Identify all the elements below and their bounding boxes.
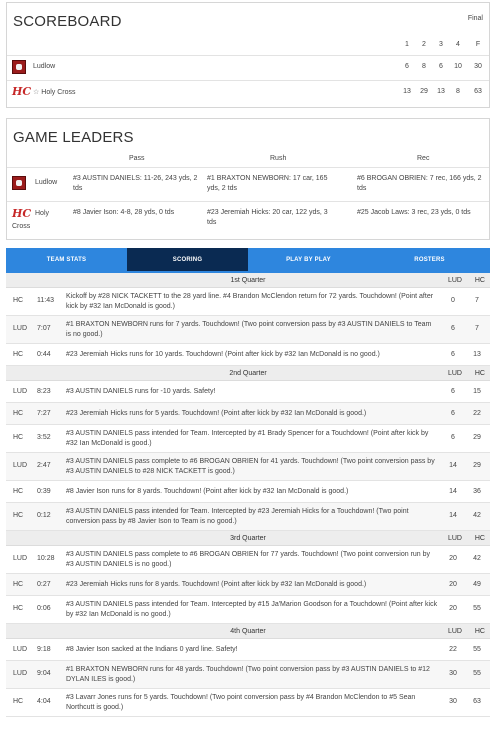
play-time: 2:47: [37, 462, 51, 469]
play-description: #1 BRAXTON NEWBORN runs for 7 yards. Touchdown! (Two point conversion pass by #3 AUSTIN DANIELS to Team is no good.): [66, 321, 432, 338]
stats-tabs: [6, 248, 490, 273]
rush-leader[interactable]: #1 BRAXTON NEWBORN: 17 car, 165 yds, 2 tds: [207, 175, 328, 192]
scoring-play-row: [6, 288, 490, 316]
play-time: 7:07: [37, 325, 51, 332]
scoring-play-row: [6, 661, 490, 689]
play-time: 8:23: [37, 388, 51, 395]
hc-score: 29: [473, 434, 481, 441]
hc-score: 49: [473, 581, 481, 588]
play-time: 11:43: [37, 297, 54, 304]
tab-team-stats[interactable]: TEAM STATS: [46, 257, 87, 263]
play-description: #23 Jeremiah Hicks runs for 10 yards. Touchdown! (Point after kick by #32 Ian McDonald is no good.): [66, 351, 380, 358]
pass-leader[interactable]: #3 AUSTIN DANIELS: 11-26, 243 yds, 2 tds: [73, 175, 198, 192]
play-description: #1 BRAXTON NEWBORN runs for 48 yards. Touchdown! (Two point conversion pass by #3 AUSTIN DANIELS to #12 DYLAN ILES is good.): [66, 666, 430, 683]
play-time: 0:06: [37, 605, 51, 612]
play-time: 0:44: [37, 351, 51, 358]
lud-score: 6: [451, 325, 455, 332]
hc-column-header: HC: [474, 277, 485, 284]
play-description: #3 Lavarr Jones runs for 5 yards. Touchdown! (Two point conversion pass by #4 Brandon McClendon to #5 Sean Northcutt is good.): [66, 694, 416, 711]
quarter-header: [6, 531, 490, 546]
play-time: 7:27: [37, 410, 51, 417]
rec-leader[interactable]: #6 BROGAN OBRIEN: 7 rec, 166 yds, 2 tds: [357, 175, 482, 192]
hc-score: 29: [473, 462, 481, 469]
pass-leader[interactable]: #8 Javier Ison: 4-8, 28 yds, 0 tds: [73, 209, 175, 216]
play-description: #3 AUSTIN DANIELS pass intended for Team. Intercepted by #15 Ja'Marion Goodson for a Touchdown! (Point after kick by #32 Ian McDonald is no good.): [66, 601, 438, 618]
scoring-play-row: [6, 503, 490, 531]
play-description: #8 Javier Ison sacked at the Indians 0 yard line. Safety!: [66, 646, 238, 653]
lud-score: 6: [451, 388, 455, 395]
scoring-summary: [6, 273, 490, 717]
scoring-play-row: [6, 403, 490, 425]
lud-score: 14: [449, 488, 457, 495]
hc-score: 42: [473, 512, 481, 519]
scoring-team: LUD: [13, 388, 28, 395]
final-header: F: [475, 41, 481, 48]
scoring-team: LUD: [13, 646, 28, 653]
team-name-line2[interactable]: Cross: [12, 223, 31, 230]
final-score: 30: [474, 63, 482, 70]
final-score: 63: [474, 88, 482, 95]
period-header: 3: [439, 41, 443, 48]
scoring-team: HC: [13, 512, 24, 519]
scoring-play-row: [6, 689, 490, 717]
hc-score: 36: [473, 488, 481, 495]
play-time: 9:18: [37, 646, 51, 653]
period-score: 8: [422, 63, 426, 70]
scoring-play-row: [6, 316, 490, 344]
lud-score: 6: [451, 351, 455, 358]
lud-score: 14: [449, 512, 457, 519]
scoring-team: HC: [13, 698, 24, 705]
holy-cross-logo: HC: [12, 85, 32, 98]
hc-score: 63: [473, 698, 481, 705]
lud-score: 20: [449, 605, 457, 612]
lud-column-header: LUD: [447, 370, 462, 377]
team-name-wrap: [33, 88, 76, 96]
scoring-team: HC: [13, 434, 24, 441]
play-time: 4:04: [37, 698, 51, 705]
game-leaders-card: [6, 118, 490, 240]
leaders-row-ludlow: [7, 167, 489, 201]
lud-column-header: LUD: [447, 535, 462, 542]
ludlow-logo: [12, 176, 26, 190]
play-time: 0:27: [37, 581, 51, 588]
leaders-row-holy-cross: [7, 201, 489, 235]
play-description: #3 AUSTIN DANIELS runs for -10 yards. Safety!: [66, 388, 216, 395]
scoring-play-row: [6, 546, 490, 574]
period-header: 1: [405, 41, 409, 48]
play-time: 0:39: [37, 488, 51, 495]
lud-score: 14: [449, 462, 457, 469]
hc-score: 13: [473, 351, 481, 358]
hc-score: 7: [475, 325, 479, 332]
scoring-team: LUD: [13, 325, 28, 332]
play-description: #8 Javier Ison runs for 8 yards. Touchdown! (Point after kick by #32 Ian McDonald is good.): [66, 488, 349, 495]
hc-score: 55: [473, 646, 481, 653]
rush-leader[interactable]: #23 Jeremiah Hicks: 20 car, 122 yds, 3 tds: [207, 209, 328, 226]
play-description: #23 Jeremiah Hicks runs for 8 yards. Touchdown! (Point after kick by #32 Ian McDonald is good.): [66, 581, 367, 588]
rush-header: Rush: [270, 155, 287, 162]
lud-score: 30: [449, 670, 457, 677]
scoring-play-row: [6, 453, 490, 481]
game-status: Final: [467, 15, 483, 22]
period-score: 8: [456, 88, 460, 95]
lud-score: 30: [449, 698, 457, 705]
hc-score: 42: [473, 555, 481, 562]
scoring-team: HC: [13, 581, 24, 588]
scoring-play-row: [6, 425, 490, 453]
lud-column-header: LUD: [447, 628, 462, 635]
leaders-header: [7, 155, 489, 167]
scoring-play-row: [6, 639, 490, 661]
rec-header: Rec: [417, 155, 430, 162]
tab-scoring[interactable]: SCORING: [127, 248, 248, 273]
game-leaders-title: GAME LEADERS: [13, 129, 134, 146]
hc-score: 55: [473, 670, 481, 677]
scoring-team: LUD: [13, 555, 28, 562]
team-name-line1[interactable]: Holy: [35, 210, 50, 217]
hc-score: 22: [473, 410, 481, 417]
holy-cross-logo: HC: [12, 207, 32, 220]
scoring-play-row: [6, 481, 490, 503]
quarter-title: 4th Quarter: [230, 628, 266, 635]
team-name[interactable]: Ludlow: [35, 179, 58, 186]
quarter-title: 2nd Quarter: [229, 370, 267, 377]
ludlow-logo: [12, 60, 26, 74]
play-time: 3:52: [37, 434, 51, 441]
hc-score: 55: [473, 605, 481, 612]
period-score: 13: [403, 88, 411, 95]
scoring-team: HC: [13, 605, 24, 612]
quarter-header: [6, 624, 490, 639]
play-description: #3 AUSTIN DANIELS pass complete to #6 BROGAN OBRIEN for 77 yards. Touchdown! (Two point conversion run by #3 AUSTIN DANIELS is no good.): [66, 551, 431, 568]
hc-score: 15: [473, 388, 481, 395]
scoreboard-title: SCOREBOARD: [13, 13, 122, 30]
scoring-team: HC: [13, 410, 24, 417]
rec-leader[interactable]: #25 Jacob Laws: 3 rec, 23 yds, 0 tds: [357, 209, 471, 216]
scoring-team: HC: [13, 351, 24, 358]
period-header: 2: [422, 41, 426, 48]
play-description: #3 AUSTIN DANIELS pass intended for Team. Intercepted by #1 Brady Spencer for a Touchdown! (Point after kick by #32 Ian McDonald is good.): [66, 430, 429, 447]
scoring-play-row: [6, 344, 490, 366]
lud-score: 20: [449, 555, 457, 562]
lud-score: 22: [449, 646, 457, 653]
team-name[interactable]: Ludlow: [33, 63, 56, 70]
period-score: 13: [437, 88, 445, 95]
scoreboard-row-ludlow: [7, 55, 489, 77]
play-time: 0:12: [37, 512, 51, 519]
hc-score: 7: [475, 297, 479, 304]
lud-score: 20: [449, 581, 457, 588]
scoring-play-row: [6, 381, 490, 403]
tab-rosters[interactable]: ROSTERS: [414, 257, 445, 263]
play-time: 10:28: [37, 555, 55, 562]
lud-score: 6: [451, 434, 455, 441]
play-description: #23 Jeremiah Hicks runs for 5 yards. Touchdown! (Point after kick by #32 Ian McDonald is good.): [66, 410, 367, 417]
scoring-play-row: [6, 596, 490, 624]
hc-column-header: HC: [474, 535, 485, 542]
period-score: 10: [454, 63, 462, 70]
star-icon: ☆: [33, 89, 40, 96]
scoreboard-header: [7, 41, 489, 53]
tab-play-by-play[interactable]: PLAY BY PLAY: [286, 257, 331, 263]
period-header: 4: [456, 41, 460, 48]
hc-column-header: HC: [474, 628, 485, 635]
hc-column-header: HC: [474, 370, 485, 377]
scoring-play-row: [6, 574, 490, 596]
scoring-team: LUD: [13, 670, 28, 677]
quarter-header: [6, 273, 490, 288]
play-description: #3 AUSTIN DANIELS pass complete to #6 BROGAN OBRIEN for 41 yards. Touchdown! (Two point conversion pass by #3 AUSTIN DANIELS to #28 NICK TACKETT is good.): [66, 458, 435, 475]
scoring-team: LUD: [13, 462, 28, 469]
lud-column-header: LUD: [447, 277, 462, 284]
play-description: #3 AUSTIN DANIELS pass intended for Team. Intercepted by #23 Jeremiah Hicks for a Touchdown! (Two point conversion pass by #8 Javier Ison to Team is no good.): [66, 508, 409, 525]
play-description: Kickoff by #28 NICK TACKETT to the 28 yard line. #4 Brandon McClendon return for 72 yards. Touchdown! (Point after kick by #32 Ian McDonald is good.): [66, 293, 434, 310]
play-time: 9:04: [37, 670, 51, 677]
period-score: 6: [405, 63, 409, 70]
pass-header: Pass: [129, 155, 145, 162]
team-name[interactable]: Holy Cross: [41, 89, 76, 96]
scoring-team: HC: [13, 488, 24, 495]
period-score: 6: [439, 63, 443, 70]
quarter-title: 1st Quarter: [230, 277, 266, 284]
scoring-team: HC: [13, 297, 24, 304]
quarter-header: [6, 366, 490, 381]
scoreboard-row-holy-cross: [7, 80, 489, 102]
quarter-title: 3rd Quarter: [230, 535, 266, 542]
period-score: 29: [420, 88, 428, 95]
scoreboard-card: [6, 2, 490, 108]
lud-score: 6: [451, 410, 455, 417]
lud-score: 0: [451, 297, 455, 304]
